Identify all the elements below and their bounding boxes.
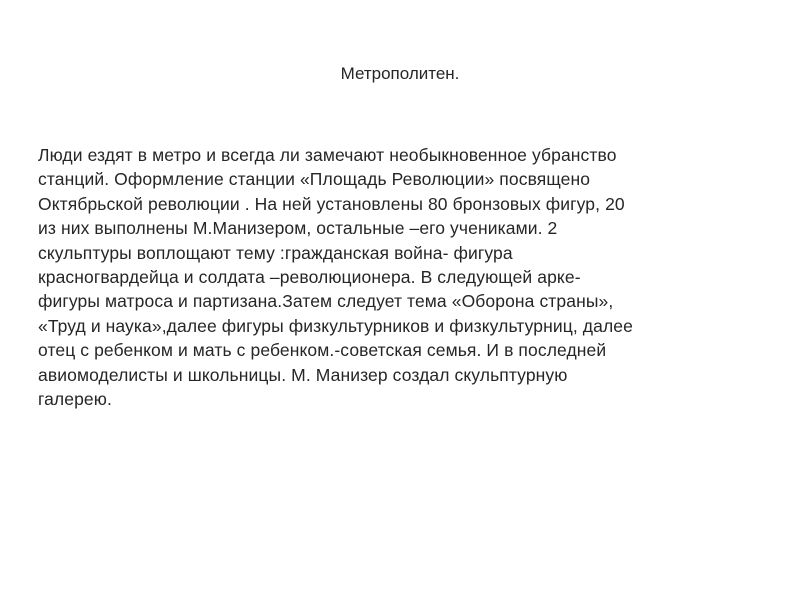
slide-title: Метрополитен. — [340, 64, 460, 83]
body-line: из них выполнены М.Манизером, остальные –его учениками. 2 — [38, 218, 558, 239]
body-line: галерею. — [38, 389, 112, 410]
body-line: отец с ребенком и мать с ребенком.-советская семья. И в последней — [38, 340, 607, 361]
body-line: «Труд и наука»,далее фигуры физкультурников и физкультурниц, далее — [38, 315, 633, 336]
body-line: станций. Оформление станции «Площадь Революции» посвящено — [38, 169, 591, 190]
body-line: фигуры матроса и партизана.Затем следует тема «Оборона страны», — [38, 291, 614, 312]
body-line: Октябрьской революции . На ней установлены 80 бронзовых фигур, 20 — [38, 193, 625, 214]
body-line: Люди ездят в метро и всегда ли замечают необыкновенное убранство — [38, 145, 617, 165]
body-line: скульптуры воплощают тему :гражданская война- фигура — [38, 242, 513, 263]
body-line: красногвардейца и солдата –революционера. В следующей арке- — [38, 267, 581, 288]
slide-body-text — [38, 143, 800, 411]
body-line: авиомоделисты и школьницы. М. Манизер создал скульптурную — [38, 364, 568, 385]
